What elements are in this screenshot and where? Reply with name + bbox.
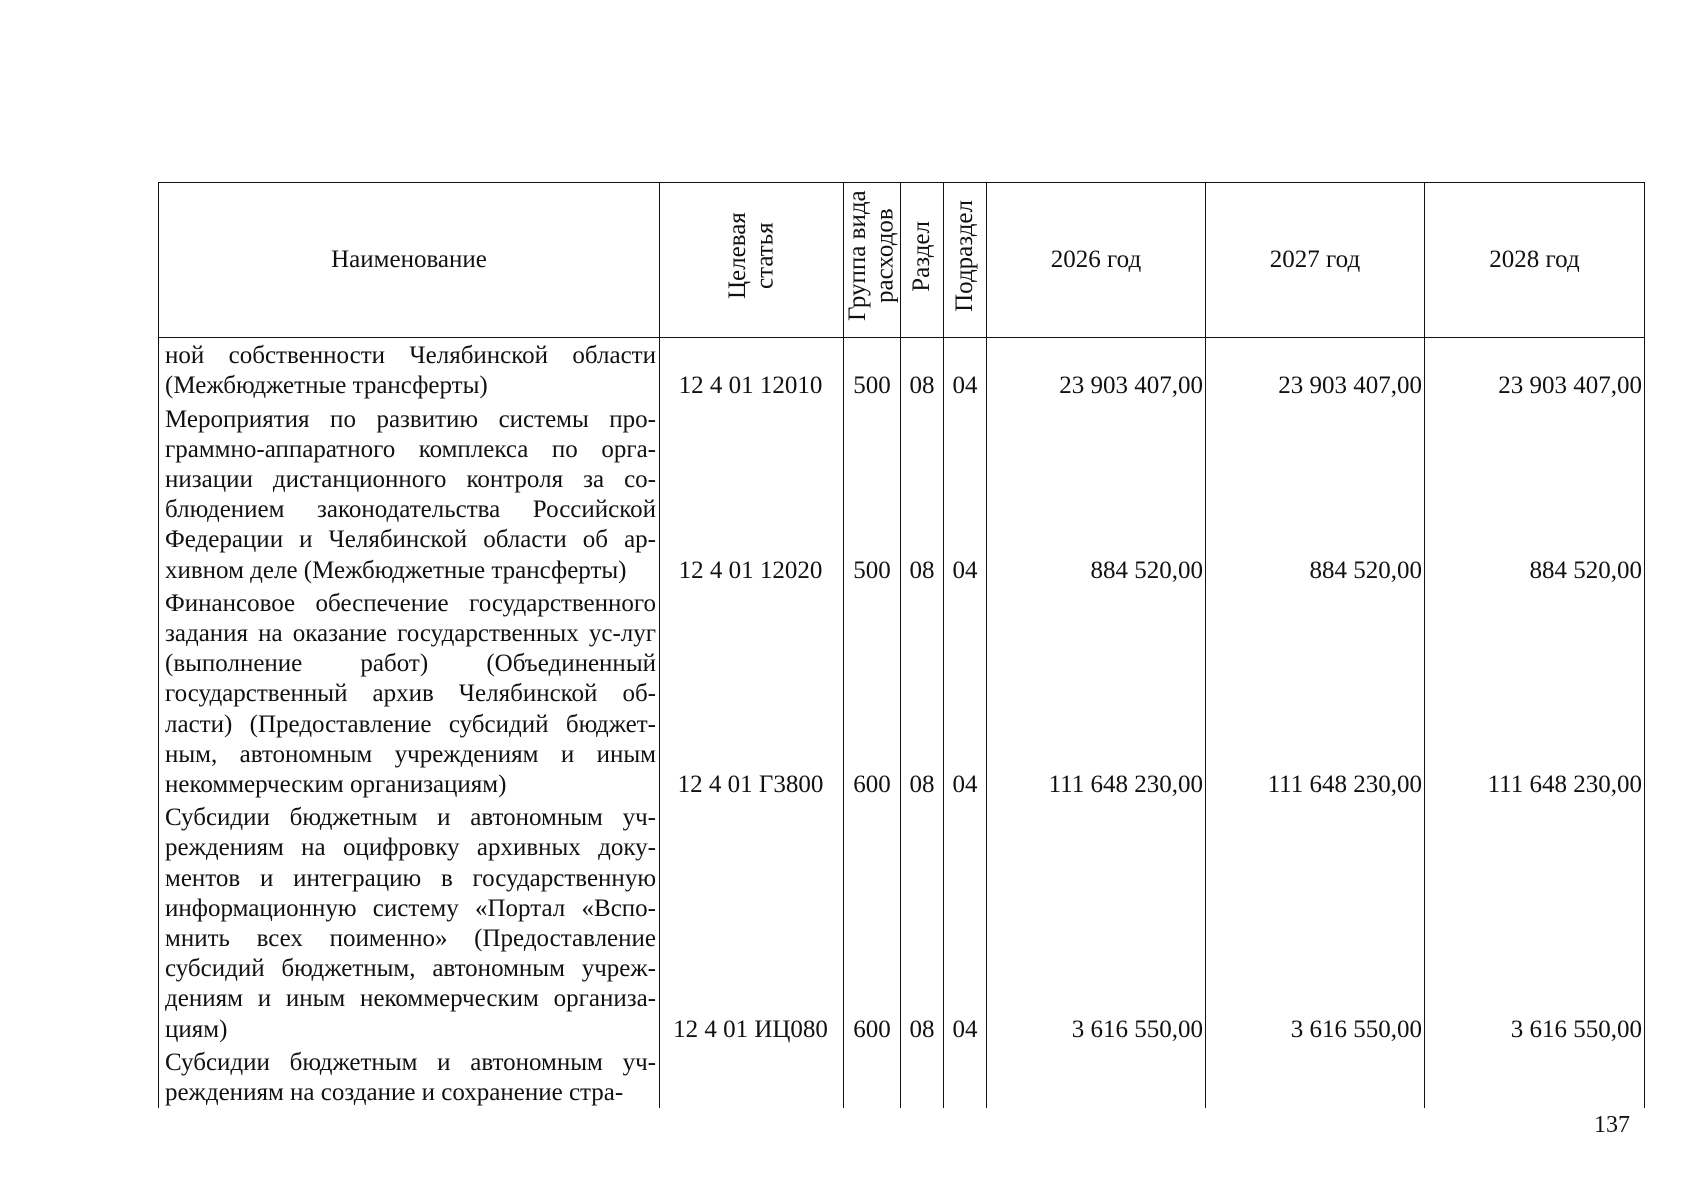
table-row bbox=[159, 1045, 1645, 1108]
header-2027 bbox=[1206, 183, 1425, 338]
row-amount-2027 bbox=[1206, 1045, 1425, 1108]
header-target-article bbox=[660, 183, 844, 338]
row-name: Субсидии бюджетным и автономным уч-реждениям на создание и сохранение стра- bbox=[159, 1045, 660, 1108]
header-section bbox=[901, 183, 944, 338]
row-expense-group: 500 bbox=[844, 402, 901, 586]
row-section: 08 bbox=[901, 586, 944, 800]
row-subsection: 04 bbox=[944, 338, 987, 402]
row-expense-group: 600 bbox=[844, 800, 901, 1045]
row-section: 08 bbox=[901, 800, 944, 1045]
row-expense-group: 500 bbox=[844, 338, 901, 402]
table-row bbox=[159, 586, 1645, 800]
table-row bbox=[159, 338, 1645, 402]
row-amount-2026: 3 616 550,00 bbox=[987, 800, 1206, 1045]
row-target-article: 12 4 01 Г3800 bbox=[660, 586, 844, 800]
row-target-article: 12 4 01 ИЦ080 bbox=[660, 800, 844, 1045]
row-amount-2026 bbox=[987, 1045, 1206, 1108]
row-amount-2027: 111 648 230,00 bbox=[1206, 586, 1425, 800]
header-expense-group-label: Группа вида расходов bbox=[844, 190, 899, 322]
row-amount-2028: 111 648 230,00 bbox=[1425, 586, 1645, 800]
header-expense-group bbox=[844, 183, 901, 338]
row-subsection bbox=[944, 1045, 987, 1108]
table-header-row bbox=[159, 183, 1645, 338]
row-section: 08 bbox=[901, 338, 944, 402]
header-2026-label: 2026 год bbox=[1050, 246, 1142, 273]
header-2028-label: 2028 год bbox=[1489, 246, 1580, 273]
row-target-article: 12 4 01 12020 bbox=[660, 402, 844, 586]
row-subsection: 04 bbox=[944, 586, 987, 800]
row-name: ной собственности Челябинской области (Межбюджетные трансферты) bbox=[159, 338, 660, 402]
header-target-article-label: Целевая статья bbox=[723, 212, 778, 300]
row-amount-2026: 23 903 407,00 bbox=[987, 338, 1206, 402]
row-name: Субсидии бюджетным и автономным уч-реждениям на оцифровку архивных доку-ментов и интеграцию в государственную информационную систему «Портал «Вспо-мнить всех поименно» (Предоставление субсидий бюджетным, автономным учреж-дениям и иным некоммерческим организа-циям) bbox=[159, 800, 660, 1045]
page-number: 137 bbox=[1594, 1112, 1630, 1138]
row-target-article: 12 4 01 12010 bbox=[660, 338, 844, 402]
row-amount-2028 bbox=[1425, 1045, 1645, 1108]
header-2028 bbox=[1425, 183, 1645, 338]
row-name: Мероприятия по развитию системы про-граммно-аппаратного комплекса по орга-низации дистанционного контроля за со-блюдением законодательства Российской Федерации и Челябинской области об ар-хивном деле (Межбюджетные трансферты) bbox=[159, 402, 660, 586]
row-subsection: 04 bbox=[944, 402, 987, 586]
row-name: Финансовое обеспечение государственного задания на оказание государственных ус-луг (выполнение работ) (Объединенный государственный архив Челябинской об-ласти) (Предоставление субсидий бюджет-ным, автономным учреждениям и иным некоммерческим организациям) bbox=[159, 586, 660, 800]
row-subsection: 04 bbox=[944, 800, 987, 1045]
row-amount-2028: 3 616 550,00 bbox=[1425, 800, 1645, 1045]
header-name bbox=[159, 183, 660, 338]
table-row bbox=[159, 402, 1645, 586]
header-subsection-label: Подраздел bbox=[951, 200, 979, 312]
row-amount-2027: 884 520,00 bbox=[1206, 402, 1425, 586]
header-section-label: Раздел bbox=[908, 220, 936, 292]
row-amount-2026: 884 520,00 bbox=[987, 402, 1206, 586]
header-subsection bbox=[944, 183, 987, 338]
budget-table bbox=[158, 182, 1645, 1108]
row-amount-2026: 111 648 230,00 bbox=[987, 586, 1206, 800]
row-target-article bbox=[660, 1045, 844, 1108]
row-amount-2028: 884 520,00 bbox=[1425, 402, 1645, 586]
table-row bbox=[159, 800, 1645, 1045]
row-amount-2027: 3 616 550,00 bbox=[1206, 800, 1425, 1045]
row-expense-group bbox=[844, 1045, 901, 1108]
row-amount-2027: 23 903 407,00 bbox=[1206, 338, 1425, 402]
row-expense-group: 600 bbox=[844, 586, 901, 800]
header-2027-label: 2027 год bbox=[1269, 246, 1361, 273]
header-2026 bbox=[987, 183, 1206, 338]
row-section: 08 bbox=[901, 402, 944, 586]
row-amount-2028: 23 903 407,00 bbox=[1425, 338, 1645, 402]
row-section bbox=[901, 1045, 944, 1108]
header-name-label: Наименование bbox=[331, 246, 487, 273]
